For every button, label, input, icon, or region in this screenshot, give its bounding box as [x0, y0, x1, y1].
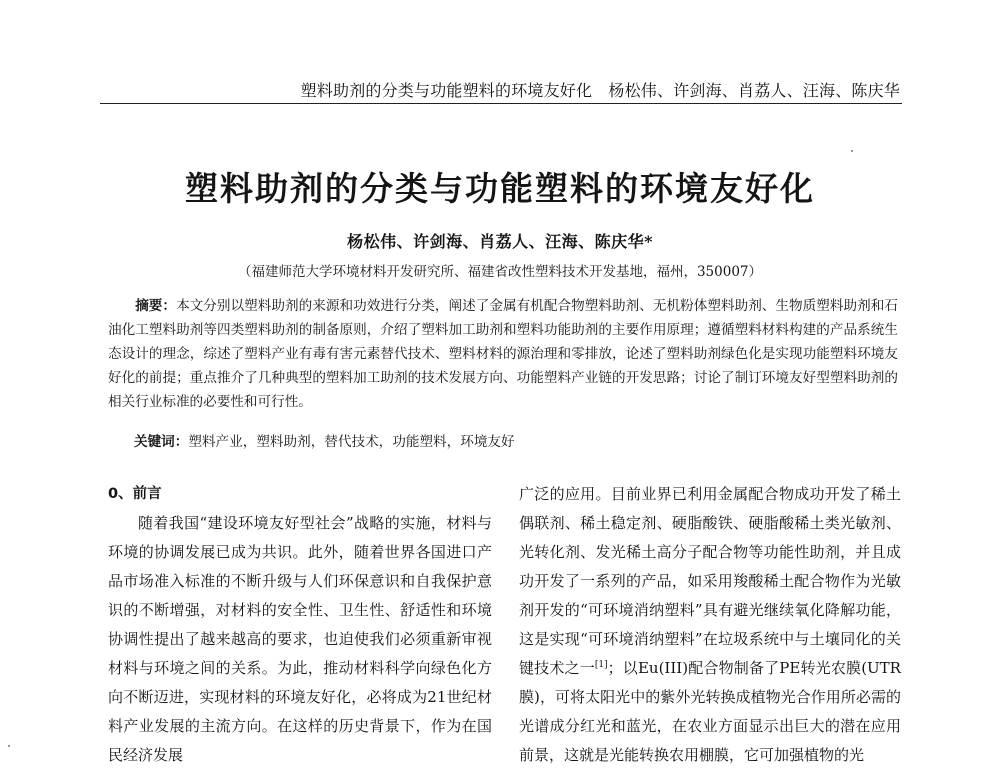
affiliation: （福建师范大学环境材料开发研究所、福建省改性塑料技术开发基地，福州，350007） — [237, 264, 763, 280]
header-rule — [100, 103, 902, 104]
body-paragraph-right — [519, 480, 901, 770]
right-column — [519, 480, 901, 770]
section-heading: 0、前言 — [108, 486, 162, 502]
left-column — [108, 480, 492, 770]
keywords-text: 塑料产业，塑料助剂，替代技术，功能塑料，环境友好 — [188, 434, 515, 450]
scan-speck — [851, 150, 853, 152]
authors: 杨松伟、许剑海、肖荔人、汪海、陈庆华* — [347, 232, 653, 251]
abstract-text: 本文分别以塑料助剂的来源和功效进行分类，阐述了金属有机配合物塑料助剂、无机粉体塑料助剂、生物质塑料助剂和石油化工塑料助剂等四类塑料助剂的制备原则，介绍了塑料加工助剂和塑料功能助剂的主要作用原理；遵循塑料材料构建的产品系统生态设计的理念，综述了塑料产业有毒有害元素替代技术、塑料材料的源治理和零排放，论述了塑料助剂绿色化是实现功能塑料环境友好化的前提；重点推介了几种典型的塑料加工助剂的技术发展方向、功能塑料产业链的开发思路；讨论了制订环境友好型塑料助剂的相关行业标准的必要性和可行性。 — [108, 298, 899, 410]
right-text-part2: ；以Eu(III)配合物制备了PE转光农膜(UTR膜)，可将太阳光中的紫外光转换成植物光合作用所必需的光谱成分红光和蓝光，在农业方面显示出巨大的潜在应用前景，这就是光能转换农用棚膜，它可加强植物的光 — [519, 659, 901, 764]
abstract — [108, 294, 898, 414]
running-header: 塑料助剂的分类与功能塑料的环境友好化 杨松伟、许剑海、肖荔人、汪海、陈庆华 — [300, 81, 900, 100]
abstract-label: 摘要： — [135, 298, 177, 314]
paper-title: 塑料助剂的分类与功能塑料的环境友好化 — [185, 169, 815, 208]
keywords-label: 关键词： — [134, 434, 189, 450]
scan-speck — [8, 745, 10, 747]
right-text-part1: 广泛的应用。目前业界已利用金属配合物成功开发了稀土偶联剂、稀土稳定剂、硬脂酸铁、硬脂酸稀土类光敏剂、光转化剂、发光稀土高分子配合物等功能性助剂，并且成功开发了一系列的产品，如采用羧酸稀土配合物作为光敏剂开发的“可环境消纳塑料”具有避光继续氧化降解功能，这是实现“可环境消纳塑料”在垃圾系统中与土壤同化的关键技术之一 — [519, 485, 901, 677]
body-paragraph-left: 随着我国“建设环境友好型社会”战略的实施，材料与环境的协调发展已成为共识。此外，随着世界各国进口产品市场准入标准的不断升级与人们环保意识和自我保护意识的不断增强，对材料的安全性、卫生性、舒适性和环境协调性提出了越来越高的要求，也迫使我们必须重新审视材料与环境之间的关系。为此，推动材料科学向绿色化方向不断迈进，实现材料的环境友好化，必将成为21世纪材料产业发展的主流方向。在这样的历史背景下，作为在国民经济发展 — [108, 514, 492, 764]
citation-marker: [1] — [594, 660, 608, 670]
keywords — [134, 430, 515, 450]
